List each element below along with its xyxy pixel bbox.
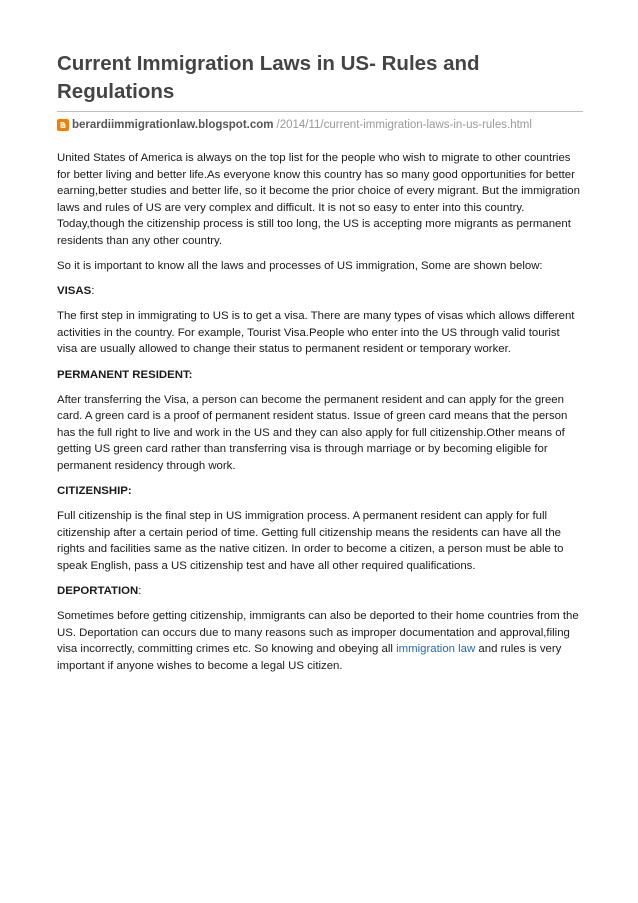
visas-heading-text: VISAS <box>57 285 92 298</box>
intro-paragraph: United States of America is always on the top list for the people who wish to migrate to other countries for better living and better life.As everyone know this country has so many good opportunities for better earning,better studies and better life, so it become the prior choice of every migrant. But the immigration laws and rules of US are very complex and difficult. It is not so easy to enter into this country. Today,though the citizenship process is still too long, the US is accepting more migrants as permanent residents than any other country. <box>57 152 580 247</box>
source-path[interactable]: /2014/11/current-immigration-laws-in-us-rules.html <box>276 119 532 131</box>
article <box>57 50 583 683</box>
article-body <box>57 150 583 675</box>
section-heading-citizenship: CITIZENSHIP: <box>57 485 132 498</box>
lead-paragraph: So it is important to know all the laws and processes of US immigration, Some are shown below: <box>57 260 543 273</box>
section-heading-permanent-resident: PERMANENT RESIDENT: <box>57 368 193 381</box>
deportation-heading-text: DEPORTATION <box>57 585 139 598</box>
title-divider <box>57 111 583 112</box>
section-body-deportation <box>57 608 583 674</box>
immigration-law-link[interactable]: immigration law <box>396 643 476 656</box>
deportation-body-before-link: Sometimes before getting citizenship, immigrants can also be deported to their home countries from the US. Deportation can occurs due to many reasons such as improper documentation and approval,filing visa incorrectly, committing crimes etc. So knowing and obeying all <box>57 610 579 656</box>
section-body-citizenship: Full citizenship is the final step in US immigration process. A permanent resident can apply for full citizenship after a certain period of time. Getting full citizenship means the residents can have all the rights and facilities same as the native citizen. In order to become a citizen, a person must be able to speak English, pass a US citizenship test and have all other required qualifications. <box>57 510 564 572</box>
source-line <box>57 117 583 133</box>
blogger-icon <box>57 119 69 131</box>
deportation-body-after-link: and rules is very important if anyone wishes to become a legal US citizen. <box>57 643 562 672</box>
blogger-glyph <box>59 121 67 129</box>
section-heading-visas <box>57 283 583 300</box>
source-domain[interactable]: berardiimmigrationlaw.blogspot.com <box>72 119 274 131</box>
section-body-visas: The first step in immigrating to US is to get a visa. There are many types of visas which allows different activities in the country. For example, Tourist Visa.People who enter into the US through valid tourist visa are usually allowed to change their status to permanent resident or temporary worker. <box>57 310 575 356</box>
section-heading-deportation <box>57 583 583 600</box>
visas-heading-suffix: : <box>91 285 95 298</box>
deportation-heading-suffix: : <box>138 585 142 598</box>
page-title: Current Immigration Laws in US- Rules and Regulations <box>57 52 480 103</box>
section-body-permanent-resident: After transferring the Visa, a person can become the permanent resident and can apply for the green card. A green card is a proof of permanent resident status. Issue of green card means that the person has the full right to live and work in the US and they can also apply for full citizenship.Other means of getting US green card rather than transferring visa is through marriage or by becoming eligible for permanent residency through work. <box>57 393 568 472</box>
